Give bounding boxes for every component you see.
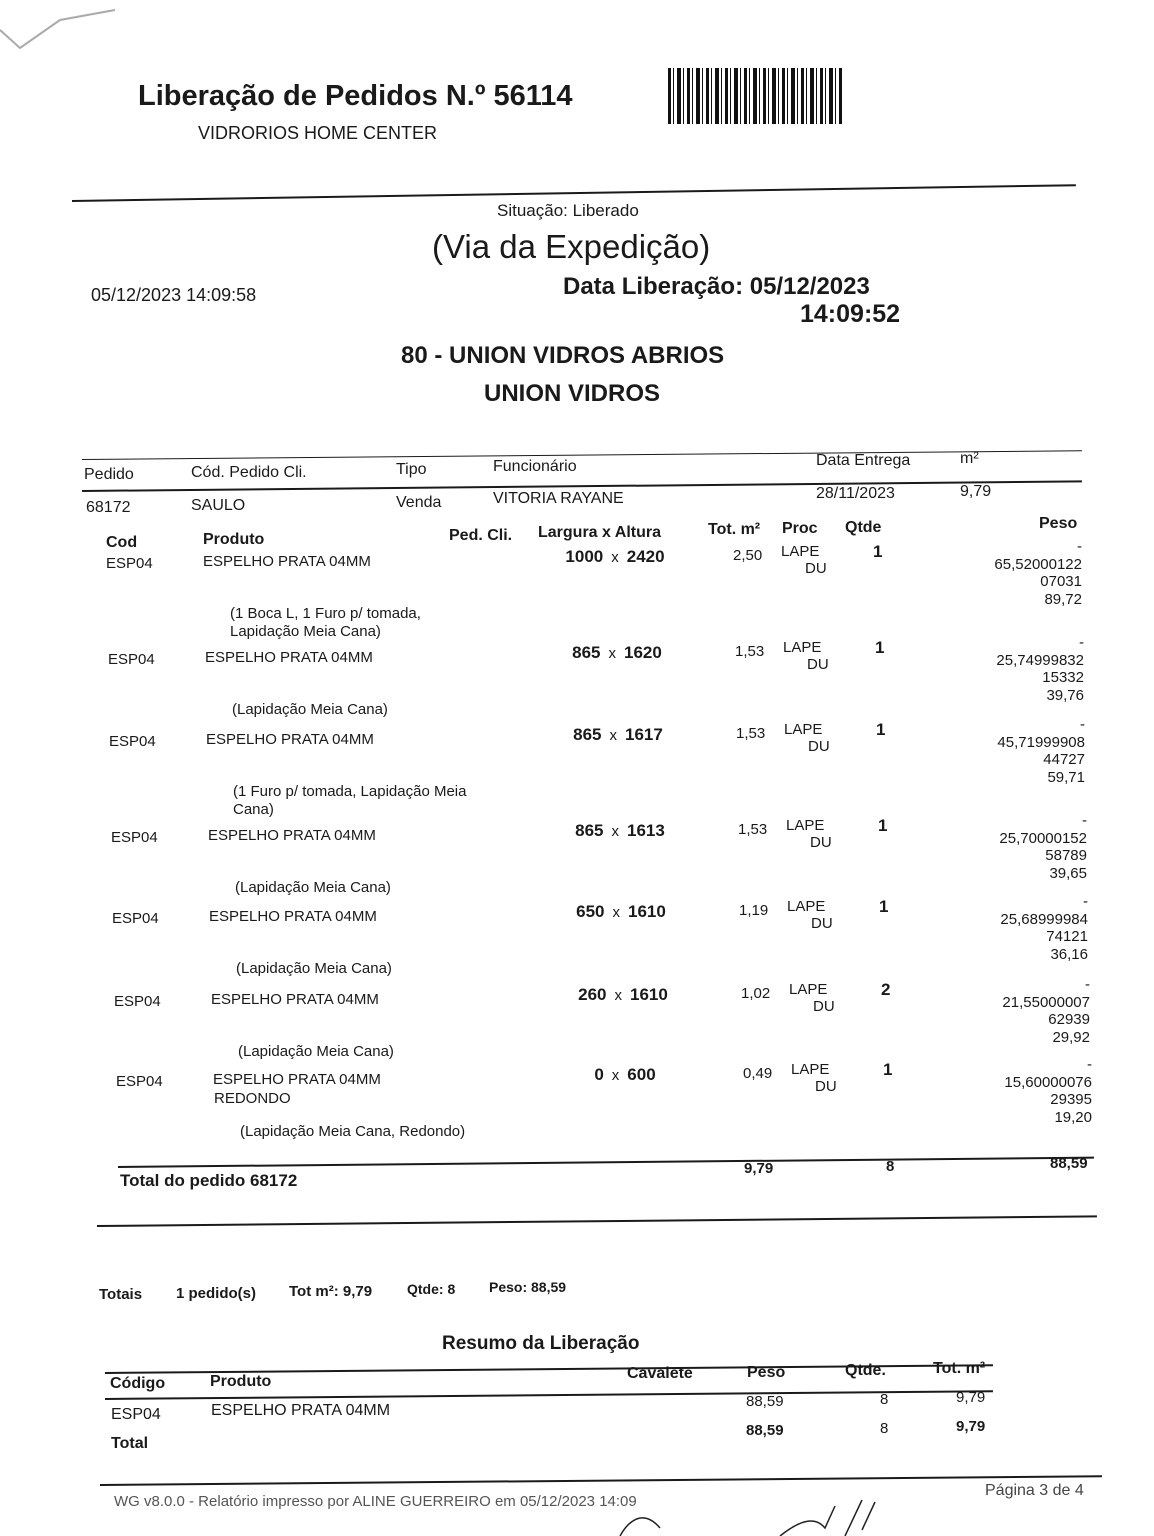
item-peso xyxy=(960,538,1082,608)
item-peso xyxy=(970,1056,1092,1126)
item-proc-line2: DU xyxy=(815,1078,837,1095)
item-note: (Lapidação Meia Cana) xyxy=(235,879,391,896)
item-peso2: 15,60000076 xyxy=(1004,1073,1092,1091)
item-peso2: 25,74999832 xyxy=(996,651,1084,669)
item-peso3: 58789 xyxy=(1045,847,1087,864)
summary-total-label: Total xyxy=(111,1435,149,1452)
data-liberacao-label xyxy=(563,273,870,301)
item-largura: 0 xyxy=(594,1065,604,1084)
item-peso4: 29,92 xyxy=(1052,1028,1090,1046)
col-x-label: x xyxy=(602,524,611,541)
item-peso4: 36,16 xyxy=(1050,945,1088,963)
label-funcionario: Funcionário xyxy=(493,458,577,475)
item-dimensions xyxy=(546,902,696,922)
summary-row-tot-m2: 9,79 xyxy=(956,1389,986,1406)
item-peso2: 25,68999984 xyxy=(1000,910,1088,928)
col-ped-cli: Ped. Cli. xyxy=(449,527,513,544)
item-x: x xyxy=(609,727,618,744)
item-largura: 1000 xyxy=(565,547,604,566)
signature xyxy=(600,1498,900,1536)
item-note: (Lapidação Meia Cana, Redondo) xyxy=(240,1123,466,1140)
item-tot-m2: 0,49 xyxy=(743,1065,773,1082)
item-tot-m2: 1,53 xyxy=(735,643,765,660)
item-peso1: - xyxy=(1077,538,1082,555)
divider xyxy=(97,1215,1097,1227)
item-qtde: 1 xyxy=(879,897,889,916)
col-proc: Proc xyxy=(782,520,818,537)
label-cod-pedido-cli: Cód. Pedido Cli. xyxy=(191,464,307,481)
summary-col-tot-m2: Tot. m² xyxy=(933,1360,986,1377)
divider xyxy=(82,450,1082,460)
totals-m2: Tot m²: 9,79 xyxy=(289,1283,373,1300)
value-tipo: Venda xyxy=(396,494,442,511)
totals-pedidos: 1 pedido(s) xyxy=(176,1285,257,1302)
item-qtde: 1 xyxy=(883,1060,893,1079)
item-proc-line2: DU xyxy=(811,915,833,932)
summary-total-peso: 88,59 xyxy=(746,1422,784,1439)
item-proc-line1: LAPE xyxy=(786,817,825,834)
col-peso: Peso xyxy=(1039,515,1078,532)
col-tot-m2: Tot. m² xyxy=(708,521,761,538)
item-proc-line2: DU xyxy=(808,738,830,755)
item-altura: 1610 xyxy=(628,902,666,921)
item-altura: 1613 xyxy=(627,821,665,840)
item-proc-line1: LAPE xyxy=(789,981,828,998)
summary-col-qtde: Qtde. xyxy=(845,1362,886,1379)
col-altura-label: Altura xyxy=(614,524,662,541)
item-x: x xyxy=(608,645,617,662)
item-produto: ESPELHO PRATA 04MM xyxy=(211,991,379,1008)
item-altura: 1620 xyxy=(624,643,662,662)
status-situacao: Situação: Liberado xyxy=(497,201,639,220)
item-peso1: - xyxy=(1087,1056,1092,1073)
summary-col-peso: Peso xyxy=(747,1364,786,1381)
value-cod-pedido-cli: SAULO xyxy=(191,497,246,514)
item-produto: ESPELHO PRATA 04MM xyxy=(213,1071,381,1088)
item-note: (1 Boca L, 1 Furo p/ tomada, Lapidação Meia Cana) xyxy=(230,605,421,640)
item-x: x xyxy=(614,987,623,1004)
item-cod: ESP04 xyxy=(111,829,158,846)
item-proc-line1: LAPE xyxy=(783,639,822,656)
summary-total-tot-m2: 9,79 xyxy=(956,1418,986,1435)
totals-label: Totais xyxy=(99,1286,143,1303)
item-qtde: 1 xyxy=(875,638,885,657)
item-peso xyxy=(965,812,1087,882)
page-number: Página 3 de 4 xyxy=(985,1482,1084,1499)
item-produto: ESPELHO PRATA 04MM xyxy=(208,827,376,844)
item-proc-line1: LAPE xyxy=(784,721,823,738)
col-largura xyxy=(538,524,661,542)
via-label: (Via da Expedição) xyxy=(432,228,711,265)
item-qtde: 2 xyxy=(881,980,891,999)
item-peso4: 39,65 xyxy=(1049,864,1087,882)
summary-col-produto: Produto xyxy=(210,1373,272,1390)
company-name: VIDRORIOS HOME CENTER xyxy=(198,123,438,143)
item-peso2: 65,52000122 xyxy=(994,555,1082,573)
item-peso3: 29395 xyxy=(1050,1091,1092,1108)
item-proc-line1: LAPE xyxy=(781,543,820,560)
col-qtde: Qtde xyxy=(845,519,882,536)
summary-col-cavalete: Cavalete xyxy=(627,1365,693,1382)
value-pedido: 68172 xyxy=(86,499,131,516)
item-produto: ESPELHO PRATA 04MM xyxy=(209,908,377,925)
item-peso3: 62939 xyxy=(1048,1011,1090,1028)
value-m2: 9,79 xyxy=(960,483,992,500)
item-cod: ESP04 xyxy=(114,993,161,1010)
item-dimensions xyxy=(545,821,695,841)
data-liberacao-time: 14:09:52 xyxy=(800,300,901,328)
item-produto-extra: REDONDO xyxy=(214,1090,291,1107)
item-largura: 865 xyxy=(575,821,604,840)
item-peso1: - xyxy=(1085,976,1090,993)
divider xyxy=(72,184,1076,202)
item-largura: 865 xyxy=(572,643,601,662)
printed-timestamp: 05/12/2023 14:09:58 xyxy=(91,285,257,305)
item-largura: 650 xyxy=(576,902,605,921)
item-qtde: 1 xyxy=(876,720,886,739)
order-total-peso: 88,59 xyxy=(1050,1155,1088,1172)
item-cod: ESP04 xyxy=(108,651,155,668)
summary-row-peso: 88,59 xyxy=(746,1393,784,1410)
label-m2: m² xyxy=(960,450,979,467)
summary-total-qtde: 8 xyxy=(880,1420,889,1437)
totals-qtde: Qtde: 8 xyxy=(407,1281,456,1297)
item-dimensions xyxy=(543,725,693,745)
item-peso3: 15332 xyxy=(1042,669,1084,686)
client-name: 80 - UNION VIDROS ABRIOS xyxy=(401,342,725,369)
order-total-m2: 9,79 xyxy=(744,1160,774,1177)
item-altura: 1610 xyxy=(630,985,668,1004)
item-peso4: 59,71 xyxy=(1047,768,1085,786)
label-pedido: Pedido xyxy=(84,466,134,483)
item-note: (Lapidação Meia Cana) xyxy=(236,960,392,977)
item-peso4: 19,20 xyxy=(1054,1108,1092,1126)
footer-printed-by: WG v8.0.0 - Relatório impresso por ALINE GUERREIRO em 05/12/2023 14:09 xyxy=(114,1493,637,1510)
barcode xyxy=(668,68,844,124)
item-peso4: 89,72 xyxy=(1044,590,1082,608)
totals-peso: Peso: 88,59 xyxy=(489,1279,567,1295)
summary-row-qtde: 8 xyxy=(880,1391,889,1408)
item-proc-line2: DU xyxy=(810,834,832,851)
data-liberacao-text: Data Liberação: xyxy=(563,273,744,300)
item-qtde: 1 xyxy=(878,816,888,835)
order-total-label: Total do pedido 68172 xyxy=(120,1171,298,1190)
item-tot-m2: 1,02 xyxy=(741,985,771,1002)
item-proc-line1: LAPE xyxy=(787,898,826,915)
item-tot-m2: 1,19 xyxy=(739,902,769,919)
item-peso4: 39,76 xyxy=(1046,686,1084,704)
item-dimensions xyxy=(550,1065,700,1085)
item-cod: ESP04 xyxy=(116,1073,163,1090)
item-cod: ESP04 xyxy=(112,910,159,927)
item-peso3: 74121 xyxy=(1046,928,1088,945)
col-largura-label: Largura xyxy=(538,524,598,541)
item-dimensions xyxy=(548,985,698,1005)
item-note: (1 Furo p/ tomada, Lapidação Meia Cana) xyxy=(233,783,467,818)
label-tipo: Tipo xyxy=(396,461,427,478)
col-cod: Cod xyxy=(106,534,138,551)
item-peso xyxy=(963,716,1085,786)
item-produto: ESPELHO PRATA 04MM xyxy=(205,649,373,666)
summary-title: Resumo da Liberação xyxy=(442,1333,640,1354)
item-produto: ESPELHO PRATA 04MM xyxy=(203,553,371,570)
item-altura: 2420 xyxy=(626,547,665,566)
item-x: x xyxy=(611,823,620,840)
item-largura: 865 xyxy=(573,725,602,744)
item-dimensions xyxy=(540,547,690,567)
item-peso xyxy=(968,976,1090,1046)
item-altura: 1617 xyxy=(625,725,663,744)
item-peso xyxy=(962,634,1084,704)
item-peso1: - xyxy=(1083,893,1088,910)
item-x: x xyxy=(611,549,619,566)
item-note: (Lapidação Meia Cana) xyxy=(238,1043,394,1060)
divider xyxy=(105,1390,993,1400)
order-total-qtde: 8 xyxy=(886,1158,895,1175)
item-peso2: 21,55000007 xyxy=(1002,993,1090,1011)
col-produto: Produto xyxy=(203,531,265,548)
summary-row-produto: ESPELHO PRATA 04MM xyxy=(211,1402,391,1419)
item-tot-m2: 1,53 xyxy=(738,821,768,838)
divider xyxy=(100,1475,1102,1486)
item-dimensions xyxy=(542,643,692,663)
item-peso2: 45,71999908 xyxy=(997,733,1085,751)
item-peso3: 07031 xyxy=(1040,573,1082,590)
item-x: x xyxy=(612,904,621,921)
item-tot-m2: 2,50 xyxy=(733,547,763,564)
label-data-entrega: Data Entrega xyxy=(816,452,911,469)
item-proc-line2: DU xyxy=(807,656,829,673)
item-peso1: - xyxy=(1079,634,1084,651)
item-peso2: 25,70000152 xyxy=(999,829,1087,847)
data-liberacao-date: 05/12/2023 xyxy=(749,273,870,300)
item-proc-line1: LAPE xyxy=(791,1061,830,1078)
item-peso1: - xyxy=(1080,716,1085,733)
item-tot-m2: 1,53 xyxy=(736,725,766,742)
item-cod: ESP04 xyxy=(109,733,156,750)
value-funcionario: VITORIA RAYANE xyxy=(493,490,624,507)
item-peso xyxy=(966,893,1088,963)
client-subname: UNION VIDROS xyxy=(484,380,661,407)
item-note: (Lapidação Meia Cana) xyxy=(232,701,388,718)
item-cod: ESP04 xyxy=(106,555,153,572)
fold-mark xyxy=(0,0,120,60)
item-x: x xyxy=(611,1067,620,1084)
summary-col-codigo: Código xyxy=(110,1375,166,1392)
item-peso3: 44727 xyxy=(1043,751,1085,768)
divider xyxy=(118,1157,1094,1168)
item-qtde: 1 xyxy=(873,542,883,561)
item-proc-line2: DU xyxy=(813,998,835,1015)
item-altura: 600 xyxy=(627,1065,656,1084)
item-largura: 260 xyxy=(578,985,607,1004)
value-data-entrega: 28/11/2023 xyxy=(816,485,895,502)
summary-row-codigo: ESP04 xyxy=(111,1406,161,1423)
item-peso1: - xyxy=(1082,812,1087,829)
item-produto: ESPELHO PRATA 04MM xyxy=(206,731,374,748)
item-proc-line2: DU xyxy=(805,560,827,577)
page-title: Liberação de Pedidos N.º 56114 xyxy=(138,80,573,112)
